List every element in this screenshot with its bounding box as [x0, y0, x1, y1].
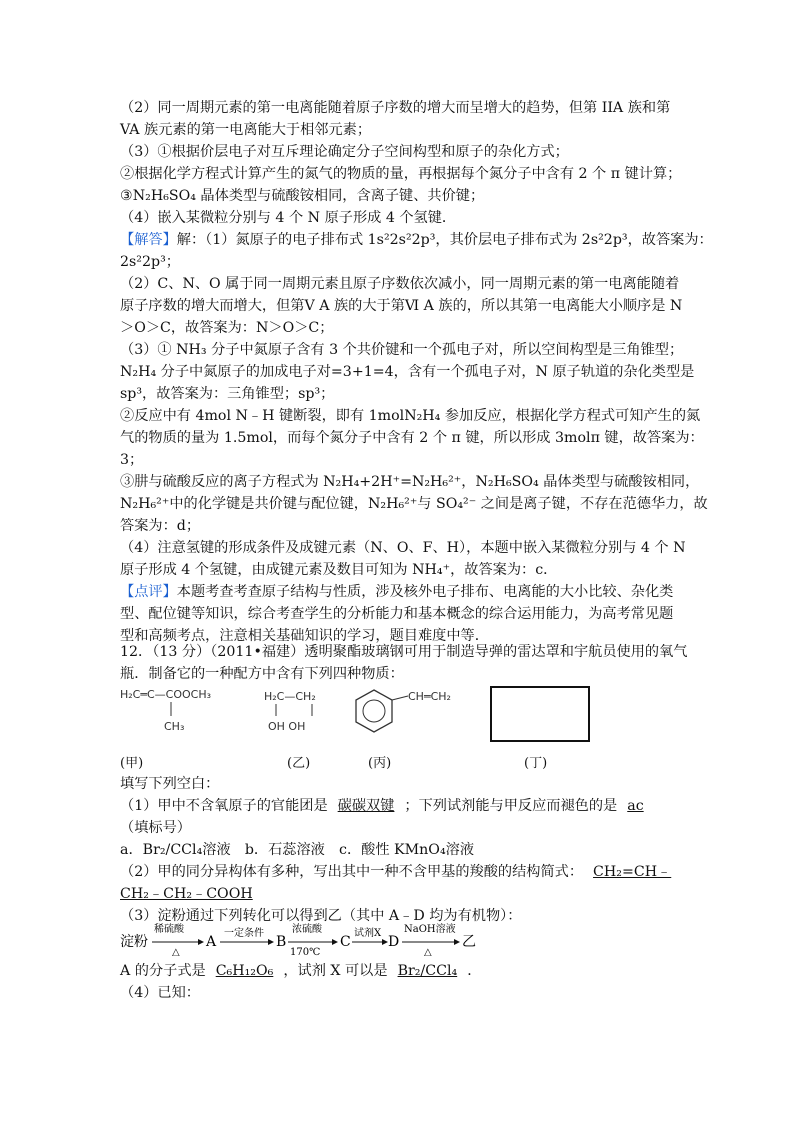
- answer-blank: 碳碳双键: [337, 798, 395, 814]
- rx-end: 乙: [462, 934, 476, 950]
- yi-bottom: OH OH: [268, 720, 306, 733]
- text-line: ③肼与硫酸反应的离子方程式为 N₂H₄+2H⁺=N₂H₆²⁺，N₂H₆SO₄ 晶体类型与硫酸铵相同，: [120, 474, 700, 490]
- question-12-title: 12．（13 分）（2011•福建）透明聚酯玻璃钢可用于制造导弹的雷达罩和宇航员使用的氧气: [120, 644, 688, 660]
- text-line: （2）同一周期元素的第一电离能随着原子序数的增大而呈增大的趋势，但第 IIA 族和第: [120, 100, 671, 116]
- text-line: ＞O＞C，故答案为：N＞O＞C；: [120, 320, 334, 336]
- part-4: （4）已知：: [120, 985, 200, 1001]
- answer-blank: ac: [627, 798, 644, 814]
- rx-node: A: [206, 934, 217, 950]
- options-line: a．Br₂/CCl₄溶液 b．石蕊溶液 c．酸性 KMnO₄溶液: [120, 842, 475, 858]
- rx-cond: 试剂X: [354, 928, 382, 939]
- text-line: ②反应中有 4mol N﹣H 键断裂，即有 1molN₂H₄ 参加反应，根据化学方程式可知产生的氮: [120, 408, 701, 424]
- answer-tag: 【解答】: [120, 232, 177, 248]
- part-1: （1）甲中不含氧原子的官能团是 碳碳双键 ；下列试剂能与甲反应而褪色的是 ac: [120, 797, 654, 815]
- text-line: （4）注意氢键的形成条件及成键元素（N、O、F、H），本题中嵌入某微粒分别与 4 个 N: [120, 540, 686, 556]
- text-line: 填写下列空白：: [120, 776, 220, 792]
- reaction-scheme: [120, 922, 520, 956]
- text-line: 原子形成 4 个氢键，由成键元素及数目可知为 NH₄⁺，故答案为：c．: [120, 562, 558, 578]
- rx-node: C: [340, 934, 351, 950]
- part-3: （3）淀粉通过下列转化可以得到乙（其中 A﹣D 均为有机物）：: [120, 908, 522, 924]
- rx-cond: 稀硫酸: [154, 924, 184, 935]
- text-line: 答案为：d；: [120, 518, 201, 534]
- label-jia: (甲): [120, 756, 144, 771]
- text-line: （4）嵌入某微粒分别与 4 个 N 原子形成 4 个氢键．: [120, 210, 457, 226]
- rx-cond: NaOH溶液: [404, 924, 456, 935]
- arrow-head-icon: [454, 939, 460, 945]
- answer-blank: CH₂=CH﹣: [593, 864, 672, 880]
- structure-ding-box: [490, 686, 590, 742]
- text-line: （2）C、N、O 属于同一周期元素且原子序数依次减小，同一周期元素的第一电离能随着: [120, 276, 680, 292]
- bing-group: CH═CH₂: [408, 690, 451, 703]
- comment-line: 【点评】本题考查考查原子结构与性质，涉及核外电子排布、电离能的大小比较、杂化类: [120, 584, 674, 600]
- text-line: 3；: [120, 452, 144, 468]
- text-line: ②根据化学方程式计算产生的氮气的物质的量，再根据每个氮分子中含有 2 个 π 键计算；: [120, 166, 682, 182]
- rx-cond: 170℃: [290, 947, 321, 956]
- text-line: （填标号）: [120, 820, 191, 836]
- text-line: N₂H₆²⁺中的化学键是共价键与配位键，N₂H₆²⁺与 SO₄²⁻ 之间是离子键，不存在范德华力，故: [120, 496, 708, 512]
- answer-line: 【解答】解：（1）氮原子的电子排布式 1s²2s²2p³，其价层电子排布式为 2s²2p³，故答案为：: [120, 232, 713, 248]
- structure-yi: [262, 686, 342, 742]
- rx-cond: 浓硫酸: [292, 924, 322, 935]
- answer-blank: C₆H₁₂O₆: [215, 963, 274, 979]
- benzene-circle-icon: [363, 700, 385, 722]
- structure-jia: [118, 684, 258, 740]
- rx-cond: △: [424, 947, 432, 956]
- text-line: 气的物质的量为 1.5mol，而每个氮分子中含有 2 个 π 键，所以形成 3molπ 键，故答案为：: [120, 430, 704, 446]
- bing-bond: [392, 696, 408, 700]
- rx-node: D: [388, 934, 400, 950]
- text-line: VA 族元素的第一电离能大于相邻元素；: [120, 122, 372, 138]
- benzene-ring-icon: [356, 690, 392, 732]
- structure-bing: [352, 684, 472, 744]
- text-line: 型和高频考点，注意相关基础知识的学习，题目难度中等．: [120, 628, 489, 644]
- text-line: 原子序数的增大而增大，但第Ⅴ A 族的大于第Ⅵ A 族的，所以其第一电离能大小顺序是 N: [120, 298, 683, 314]
- label-ding: (丁): [524, 756, 548, 771]
- rx-start: 淀粉: [120, 934, 148, 950]
- answer-continued: [120, 885, 253, 903]
- arrow-head-icon: [268, 939, 274, 945]
- label-yi: (乙): [287, 756, 311, 771]
- arrow-head-icon: [332, 939, 338, 945]
- text-line: N₂H₄ 分子中氮原子的加成电子对=3+1=4，含有一个孤电子对，N 原子轨道的杂化类型是: [120, 364, 695, 380]
- comment-tag: 【点评】: [120, 584, 177, 600]
- yi-top: H₂C—CH₂: [264, 690, 316, 703]
- arrow-head-icon: [198, 939, 204, 945]
- rx-cond: △: [172, 947, 180, 956]
- rx-cond: 一定条件: [224, 928, 264, 939]
- part-2: （2）甲的同分异构体有多种，写出其中一种不含甲基的羧酸的结构简式： CH₂=CH﹣: [120, 863, 681, 881]
- label-bing: (丙): [368, 756, 392, 771]
- text-line: （3）① NH₃ 分子中氮原子含有 3 个共价键和一个孤电子对，所以空间构型是三角锥型；: [120, 342, 684, 358]
- text-line: sp³，故答案为：三角锥型；sp³；: [120, 386, 335, 402]
- answer-blank: Br₂/CCl₄: [397, 963, 458, 979]
- rx-node: B: [276, 934, 287, 950]
- text-line: 瓶．制备它的一种配方中含有下列四种物质：: [120, 666, 404, 682]
- text-line: 型、配位键等知识，综合考查学生的分析能力和基本概念的综合运用能力，为高考常见题: [120, 606, 674, 622]
- jia-formula: H₂C═C—COOCH₃: [120, 688, 212, 701]
- text-line: （3）①根据价层电子对互斥理论确定分子空间构型和原子的杂化方式；: [120, 144, 569, 160]
- answer-blank: CH₂﹣CH₂﹣COOH: [120, 886, 253, 902]
- text-line: 2s²2p³；: [120, 254, 180, 270]
- part-3-answer: A 的分子式是 C₆H₁₂O₆ ，试剂 X 可以是 Br₂/CCl₄ ．: [120, 963, 482, 979]
- text-line: ③N₂H₆SO₄ 晶体类型与硫酸铵相同，含离子键、共价键；: [120, 188, 485, 204]
- jia-methyl: CH₃: [164, 720, 185, 733]
